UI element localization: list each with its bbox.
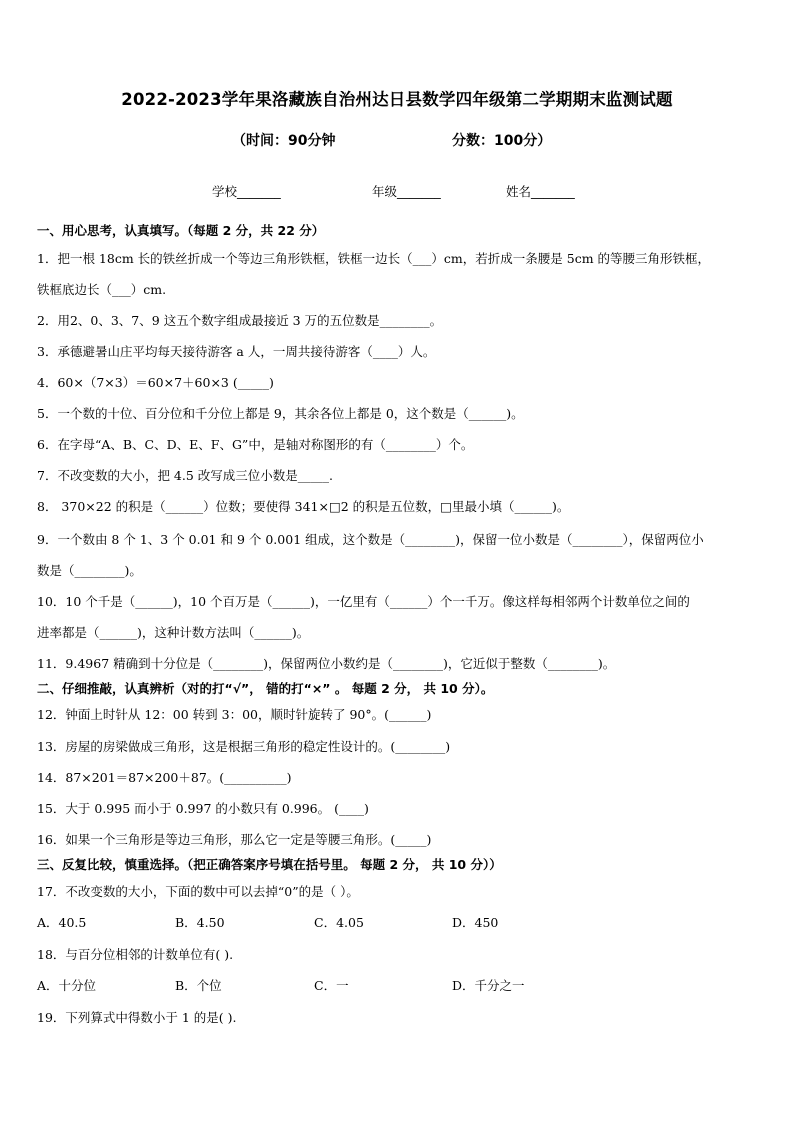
- question-17: 17．不改变数的大小，下面的数中可以去掉“0”的是（ ）。: [37, 884, 359, 899]
- exam-time: （时间：90分钟: [232, 133, 336, 149]
- question-11: 11．9.4967 精确到十分位是（________)，保留两位小数约是（________)，它近似于整数（________)。: [37, 656, 616, 671]
- question-13: 13．房屋的房梁做成三角形，这是根据三角形的稳定性设计的。(________): [37, 739, 451, 754]
- q18-option-c: C．一: [314, 978, 349, 993]
- school-field: 学校_______: [212, 184, 281, 199]
- exam-title: 2022-2023学年果洛藏族自治州达日县数学四年级第二学期期末监测试题: [121, 90, 673, 109]
- question-19: 19．下列算式中得数小于 1 的是( ).: [37, 1010, 237, 1025]
- question-18: 18．与百分位相邻的计数单位有( ).: [37, 947, 234, 962]
- question-1: 1．把一根 18cm 长的铁丝折成一个等边三角形铁框，铁框一边长（___）cm，若折成一条腰是 5cm 的等腰三角形铁框，: [37, 251, 711, 266]
- q18-option-d: D．千分之一: [452, 978, 525, 993]
- section-3-heading: 三、反复比较，慎重选择。（把正确答案序号填在括号里。 每题 2 分， 共 10 分））: [37, 857, 502, 872]
- question-15: 15．大于 0.995 而小于 0.997 的小数只有 0.996。 (____): [37, 801, 369, 816]
- question-14: 14．87×201＝87×200＋87。(__________): [37, 770, 292, 785]
- q18-option-b: B．个位: [175, 978, 222, 993]
- name-field: 姓名_______: [506, 184, 575, 199]
- q17-option-d: D．450: [452, 915, 499, 930]
- q17-option-b: B．4.50: [175, 915, 225, 930]
- question-9-cont: 数是（________)。: [37, 563, 142, 578]
- q17-option-c: C．4.05: [314, 915, 364, 930]
- q18-option-a: A．十分位: [37, 978, 97, 993]
- question-12: 12．钟面上时针从 12：00 转到 3：00，顺时针旋转了 90°。(______): [37, 707, 432, 722]
- question-7: 7．不改变数的大小，把 4.5 改写成三位小数是_____.: [37, 468, 334, 483]
- grade-field: 年级_______: [372, 184, 441, 199]
- question-10-cont: 进率都是（______)，这种计数方法叫（______)。: [37, 625, 310, 640]
- question-6: 6．在字母“A、B、C、D、E、F、G”中，是轴对称图形的有（________）个。: [37, 437, 474, 452]
- question-2: 2．用2、0、3、7、9 这五个数字组成最接近 3 万的五位数是________。: [37, 313, 443, 328]
- question-3: 3．承德避暑山庄平均每天接待游客 a 人，一周共接待游客（____）人。: [37, 344, 436, 359]
- question-16: 16．如果一个三角形是等边三角形，那么它一定是等腰三角形。(_____): [37, 832, 432, 847]
- q17-option-a: A．40.5: [37, 915, 87, 930]
- question-10: 10．10 个千是（______)，10 个百万是（______)，一亿里有（______）个一千万。像这样每相邻两个计数单位之间的: [37, 594, 690, 609]
- section-2-heading: 二、仔细推敲，认真辨析（对的打“√”， 错的打“×” 。 每题 2 分， 共 10 分）。: [37, 681, 494, 696]
- section-1-heading: 一、用心思考，认真填写。（每题 2 分，共 22 分）: [37, 223, 325, 238]
- question-5: 5．一个数的十位、百分位和千分位上都是 9，其余各位上都是 0，这个数是（______)。: [37, 406, 524, 421]
- question-8: 8． 370×22 的积是（______）位数；要使得 341×□2 的积是五位数，□里最小填（______)。: [37, 499, 570, 514]
- exam-score: 分数：100分）: [452, 133, 552, 149]
- question-4: 4．60×（7×3）＝60×7＋60×3 (_____): [37, 375, 274, 390]
- question-1-cont: 铁框底边长（___）cm.: [37, 282, 167, 297]
- question-9: 9．一个数由 8 个 1、3 个 0.01 和 9 个 0.001 组成，这个数是（________)，保留一位小数是（________），保留两位小: [37, 532, 704, 547]
